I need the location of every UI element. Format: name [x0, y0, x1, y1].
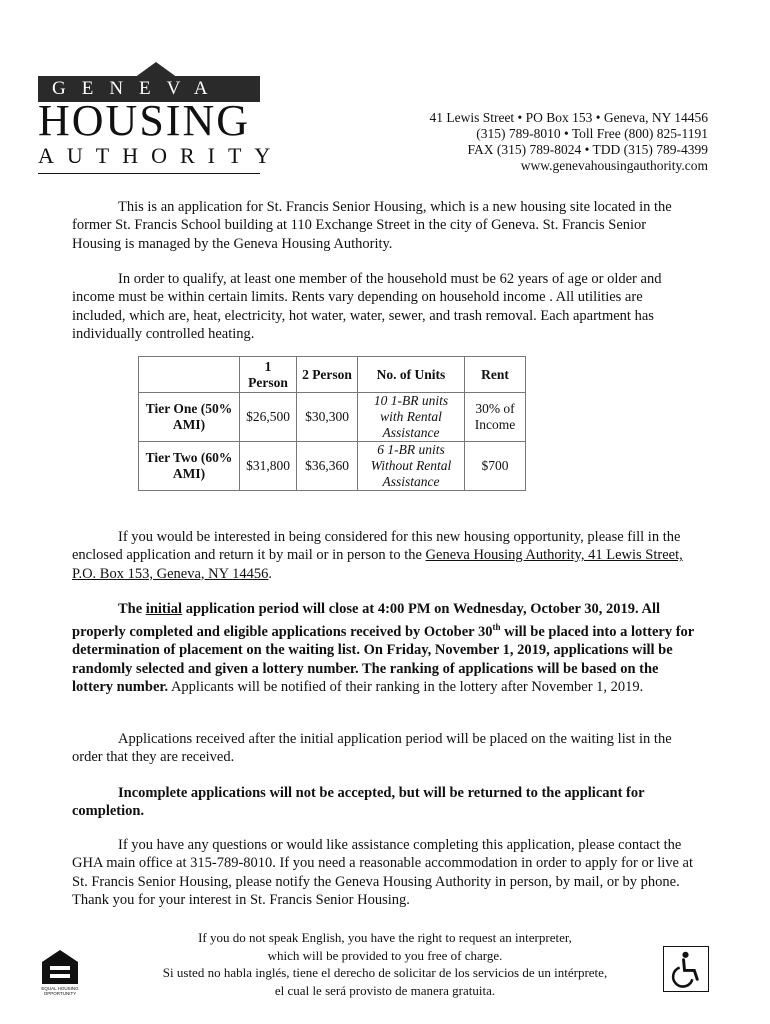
header-rent: Rent [465, 357, 526, 393]
after-period-paragraph: Applications received after the initial application period will be placed on the waiting list in the order that they are received. [72, 731, 672, 766]
table-header-row [139, 357, 526, 393]
tier-two-units: 6 1-BR units Without Rental Assistance [358, 442, 465, 491]
eho-label: EQUAL HOUSING OPPORTUNITY [41, 986, 79, 996]
qualify-paragraph: In order to qualify, at least one member of the household must be 62 years of age or older and income must be within certain limits. Rents vary depending on household income . All utilities are included, which are, heat, electricity, hot water, water, sewer, and trash removal. Each apartment has individually controlled heating. [72, 271, 662, 342]
address-line: 41 Lewis Street • PO Box 153 • Geneva, NY 14456 [429, 110, 708, 125]
wheelchair-accessibility-icon [663, 946, 709, 992]
header-1-person: 1 Person [240, 357, 297, 393]
interest-paragraph: If you would be interested in being considered for this new housing opportunity, please fill in the enclosed application and return it by mail or in person to the Geneva Housing Authority, 41 Lewis Street, P.O. Box 153, Geneva, NY 14456. [72, 529, 683, 582]
tier-two-rent: $700 [465, 442, 526, 491]
tier-one-units: 10 1-BR units with Rental Assistance [358, 393, 465, 442]
tier-two-cell: Tier Two (60% AMI) [139, 442, 240, 491]
mailing-address-text: Geneva Housing Authority, 41 Lewis Street, P.O. Box 153, Geneva, NY 14456 [72, 547, 683, 582]
equal-housing-opportunity-icon [38, 948, 82, 998]
website-link[interactable]: www.genevahousingauthority.com [520, 158, 708, 173]
table-corner-cell [139, 357, 240, 393]
income-rent-table [138, 356, 526, 491]
table-row [139, 393, 526, 442]
incomplete-paragraph: Incomplete applications will not be accepted, but will be returned to the applicant for completion. [72, 785, 645, 820]
logo-authority-text: AUTHORITY [38, 143, 284, 168]
geneva-housing-authority-logo [38, 62, 284, 180]
tier-one-2-person: $30,300 [297, 393, 358, 442]
fax-line: FAX (315) 789-8024 • TDD (315) 789-4399 [467, 142, 708, 157]
phone-line: (315) 789-8010 • Toll Free (800) 825-1191 [476, 126, 708, 141]
logo-housing-text: HOUSING [38, 96, 250, 145]
logo-band: GENEVA [38, 76, 260, 102]
interpreter-notice: If you do not speak English, you have the right to request an interpreter, which will be provided to you free of charge. Si usted no habla inglés, tiene el derecho de solicitar de los servicios de un intérprete, el cual le será provisto de manera gratuita. [162, 930, 608, 998]
questions-paragraph: If you have any questions or would like assistance completing this application, please contact the GHA main office at 315-789-8010. If you need a reasonable accommodation in order to apply for or live at St. Francis Senior Housing, please notify the Geneva Housing Authority in person, by mail, or by phone. Thank you for your interest in St. Francis Senior Housing. [72, 837, 694, 908]
initial-underlined: initial [145, 601, 183, 617]
intro-paragraph: This is an application for St. Francis Senior Housing, which is a new housing site located in the former St. Francis School building at 110 Exchange Street in the city of Geneva. St. Francis Senior Housing is managed by the Geneva Housing Authority. [72, 199, 672, 252]
header-2-person: 2 Person [297, 357, 358, 393]
tier-two-2-person: $36,360 [297, 442, 358, 491]
tier-one-1-person: $26,500 [240, 393, 297, 442]
tier-one-rent: 30% of Income [465, 393, 526, 442]
table-row [139, 442, 526, 491]
logo-underline [38, 173, 260, 174]
initial-period-paragraph: The initial application period will close at 4:00 PM on Wednesday, October 30, 2019. All properly completed and eligible applications received by October 30th will be placed into a lottery for determination of placement on the waiting list. On Friday, November 1, 2019, applications will be randomly selected and given a lottery number. The ranking of applications will be based on the lottery number. Applicants will be notified of their ranking in the lottery after November 1, 2019. [72, 601, 694, 696]
header-no-of-units: No. of Units [358, 357, 465, 393]
tier-one-cell: Tier One (50% AMI) [139, 393, 240, 442]
tier-two-1-person: $31,800 [240, 442, 297, 491]
address-block [429, 110, 708, 174]
